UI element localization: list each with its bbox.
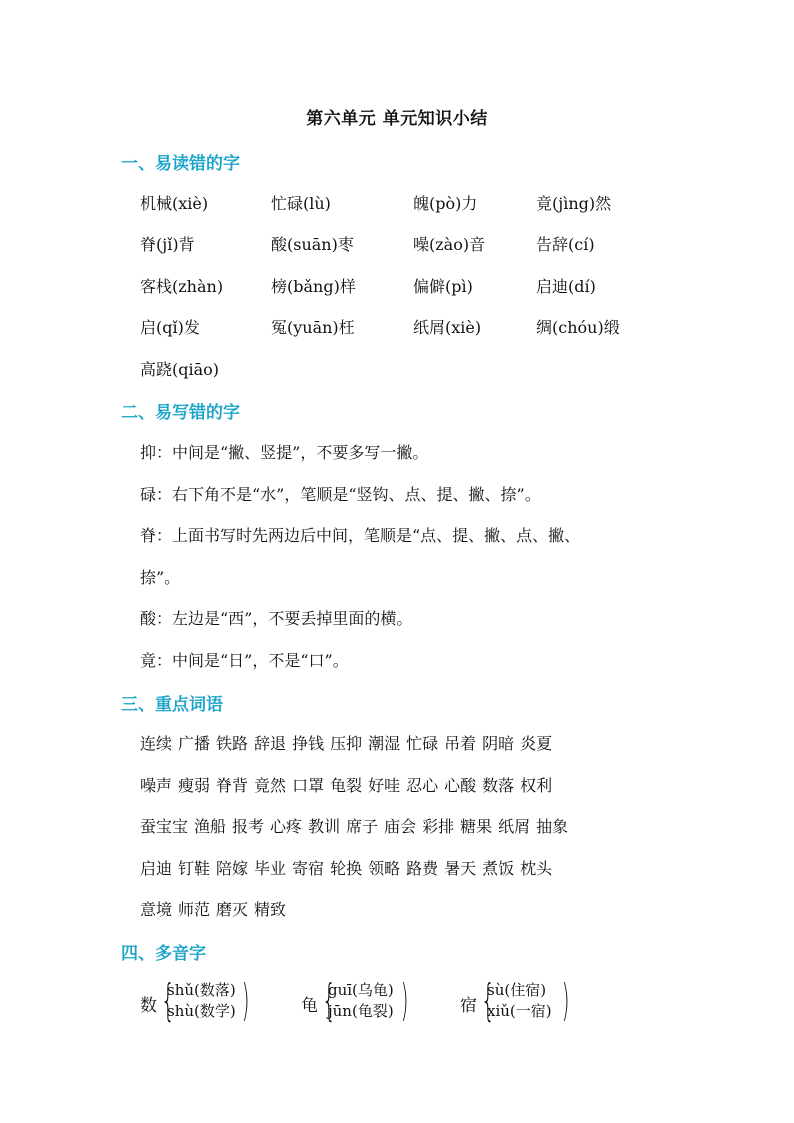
key-word: 辞退 [254,734,287,753]
key-word: 连续 [140,734,173,753]
key-word: 炎夏 [520,734,553,753]
misread-item: 酸(suān)枣 [271,235,354,254]
key-word: 心疼 [270,817,303,836]
misread-item: 噪(zào)音 [413,235,486,254]
misread-item: 竟(jìng)然 [536,194,612,213]
key-word: 师范 [178,900,211,919]
polyphone-reading: jūn(龟裂) [328,1002,394,1020]
key-word: 路费 [406,859,439,878]
miswritten-note: 抑：中间是“撇、竖提”，不要多写一撇。 [140,443,429,462]
misread-item: 忙碌(lù) [271,194,331,213]
key-words-row [140,814,574,837]
key-word: 吊着 [444,734,477,753]
page-title: 第六单元 单元知识小结 [306,109,488,129]
polyphone-reading: shǔ(数落) [167,981,236,999]
polyphone-reading: xiǔ(一宿) [487,1002,552,1020]
right-brace: ) [241,975,250,1026]
polyphone-readings [487,980,552,1022]
polyphone-char: 数 [140,996,157,1016]
key-word: 竟然 [254,776,287,795]
left-brace: { [161,975,175,1026]
key-word: 意境 [140,900,173,919]
key-words-row [140,773,558,796]
key-word: 报考 [232,817,265,836]
misread-item: 绸(chóu)缎 [536,318,620,337]
key-word: 噪声 [140,776,173,795]
key-word: 瘦弱 [178,776,211,795]
key-word: 挣钱 [292,734,325,753]
key-words-row [140,856,558,879]
key-word: 毕业 [254,859,287,878]
key-word: 枕头 [520,859,553,878]
polyphone-readings [328,980,394,1022]
section-heading-key-words: 三、重点词语 [121,695,223,715]
key-word: 潮湿 [368,734,401,753]
miswritten-note: 脊：上面书写时先两边后中间，笔顺是“点、提、撇、点、撇、 [140,526,581,545]
polyphone-group-shu [140,975,255,1026]
key-word: 钉鞋 [178,859,211,878]
miswritten-note: 捺”。 [140,568,181,587]
section-heading-polyphones: 四、多音字 [121,944,206,964]
key-word: 彩排 [422,817,455,836]
key-word: 好哇 [368,776,401,795]
miswritten-note: 酸：左边是“西”，不要丢掉里面的横。 [140,609,413,628]
key-word: 忍心 [406,776,439,795]
polyphone-reading: guī(乌龟) [328,981,394,999]
key-word: 龟裂 [330,776,363,795]
section-heading-miswritten: 二、易写错的字 [121,403,240,423]
key-word: 席子 [346,817,379,836]
key-word: 精致 [254,900,287,919]
misread-item: 纸屑(xiè) [413,318,482,337]
misread-item: 脊(jǐ)背 [140,235,195,254]
key-word: 忙碌 [406,734,439,753]
key-word: 启迪 [140,859,173,878]
polyphone-char: 宿 [460,996,477,1016]
key-word: 渔船 [194,817,227,836]
key-word: 抽象 [536,817,569,836]
left-brace: { [322,975,336,1026]
key-word: 轮换 [330,859,363,878]
key-word: 数落 [482,776,515,795]
misread-item: 启(qǐ)发 [140,318,200,337]
key-word: 煮饭 [482,859,515,878]
key-word: 领略 [368,859,401,878]
key-words-row [140,897,292,920]
section-heading-misread: 一、易读错的字 [121,154,240,174]
key-word: 铁路 [216,734,249,753]
polyphone-char: 龟 [301,996,318,1016]
key-word: 压抑 [330,734,363,753]
miswritten-note: 竟：中间是“日”，不是“口”。 [140,651,349,670]
right-brace: ) [400,975,409,1026]
key-word: 阴暗 [482,734,515,753]
key-word: 教训 [308,817,341,836]
key-word: 陪嫁 [216,859,249,878]
miswritten-note: 碌：右下角不是“水”，笔顺是“竖钩、点、提、撇、捺”。 [140,485,541,504]
key-word: 蚕宝宝 [140,817,189,836]
key-word: 权利 [520,776,553,795]
key-word: 脊背 [216,776,249,795]
polyphone-group-gui [301,975,416,1026]
key-word: 暑天 [444,859,477,878]
misread-item: 魄(pò)力 [413,194,478,213]
misread-item: 机械(xiè) [140,194,209,213]
polyphone-reading: sù(住宿) [487,981,547,999]
misread-item: 冤(yuān)枉 [271,318,355,337]
misread-item: 榜(bǎng)样 [271,277,356,296]
key-word: 糖果 [460,817,493,836]
misread-item: 告辞(cí) [536,235,595,254]
key-word: 庙会 [384,817,417,836]
misread-item: 客栈(zhàn) [140,277,224,296]
key-word: 纸屑 [498,817,531,836]
right-brace: ) [561,975,570,1026]
key-word: 心酸 [444,776,477,795]
key-word: 广播 [178,734,211,753]
polyphone-reading: shù(数学) [167,1002,236,1020]
misread-item: 高跷(qiāo) [140,360,220,379]
key-word: 口罩 [292,776,325,795]
misread-item: 启迪(dí) [536,277,596,296]
key-word: 磨灭 [216,900,249,919]
key-word: 寄宿 [292,859,325,878]
misread-item: 偏僻(pì) [413,277,473,296]
polyphone-readings [167,980,236,1022]
left-brace: { [481,975,495,1026]
key-words-row [140,731,558,754]
polyphone-group-su [460,975,575,1026]
